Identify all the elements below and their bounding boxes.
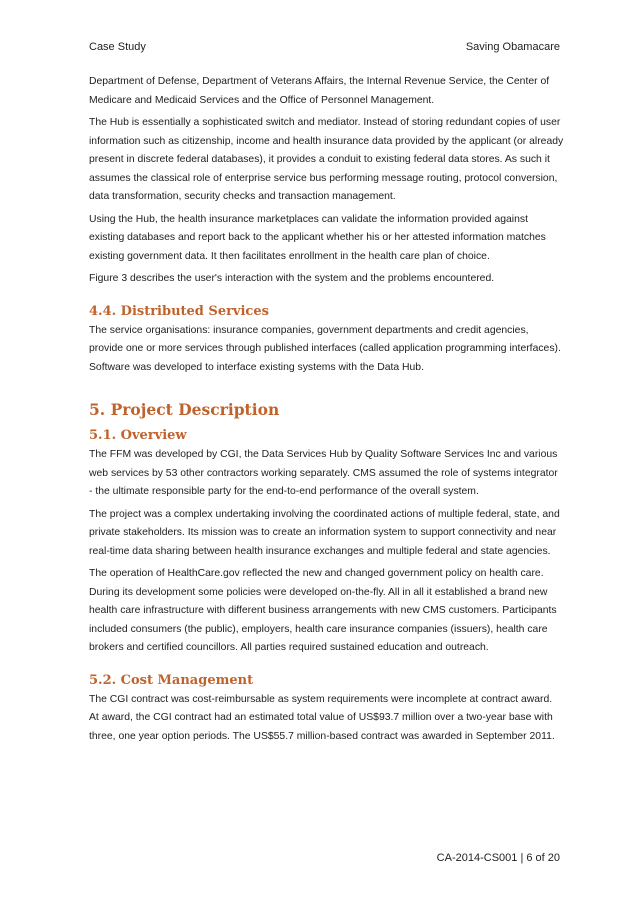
heading-cost-management: 5.2. Cost Management [89, 672, 254, 688]
page-footer: CA-2014-CS001 | 6 of 20 [436, 852, 560, 864]
paragraph-overview-operation: The operation of HealthCare.gov reflected the new and changed government policy on health care. During its development some policies were developed on-the-fly. All in all it established a brand new health care infrastructure with different business arrangements with new CMS customers. Participants included consumers (the public), employers, health care insurance companies (issuers), health care brokers and certified councillors. All parties required sustained education and outreach. [89, 568, 557, 653]
heading-distributed-services: 4.4. Distributed Services [89, 303, 269, 319]
paragraph-distributed-services: The service organisations: insurance companies, government departments and credit agencies, provide one or more services through published interfaces (called application programming interfaces). Software was developed to interface existing systems with the Data Hub. [89, 324, 561, 373]
paragraph-agencies: Department of Defense, Department of Veterans Affairs, the Internal Revenue Service, the Center of Medicare and Medicaid Services and the Office of Personnel Management. [89, 76, 550, 106]
header-doc-type: Case Study [89, 41, 146, 53]
paragraph-cost-management: The CGI contract was cost-reimbursable as system requirements were incomplete at contract award. At award, the CGI contract had an estimated total value of US$93.7 million over a two-year base with three, one year option periods. The US$55.7 million-based contract was awarded in September 2011. [89, 693, 555, 742]
paragraph-hub-usage: Using the Hub, the health insurance marketplaces can validate the information provided against existing databases and report back to the applicant whether his or her attested information matches existing government data. It then facilitates enrollment in the health care plan of choice. [89, 213, 546, 262]
page-header [89, 40, 560, 56]
page-content [89, 73, 564, 750]
heading-project-description: 5. Project Description [89, 400, 280, 419]
heading-overview: 5.1. Overview [89, 428, 187, 443]
header-doc-title: Saving Obamacare [465, 41, 560, 53]
paragraph-hub-description: The Hub is essentially a sophisticated switch and mediator. Instead of storing redundant copies of user information such as citizenship, income and health insurance data provided by the applicant (or already present in discrete federal databases), it provides a conduit to existing federal data stores. As such it assumes the classical role of enterprise service bus performing message routing, protocol conversion, data transformation, security checks and transaction management. [89, 117, 564, 202]
paragraph-overview-contractors: The FFM was developed by CGI, the Data Services Hub by Quality Software Services Inc and various web services by 53 other contractors working separately. CMS assumed the role of systems integrator - the ultimate responsible party for the end-to-end performance of the overall system. [89, 449, 558, 497]
paragraph-figure-reference: Figure 3 describes the user's interaction with the system and the problems encountered. [89, 273, 495, 284]
paragraph-overview-undertaking: The project was a complex undertaking involving the coordinated actions of multiple federal, state, and private stakeholders. Its mission was to create an information system to support connectivity and near real-time data sharing between health insurance exchanges and multiple federal and state agencies. [89, 508, 560, 557]
